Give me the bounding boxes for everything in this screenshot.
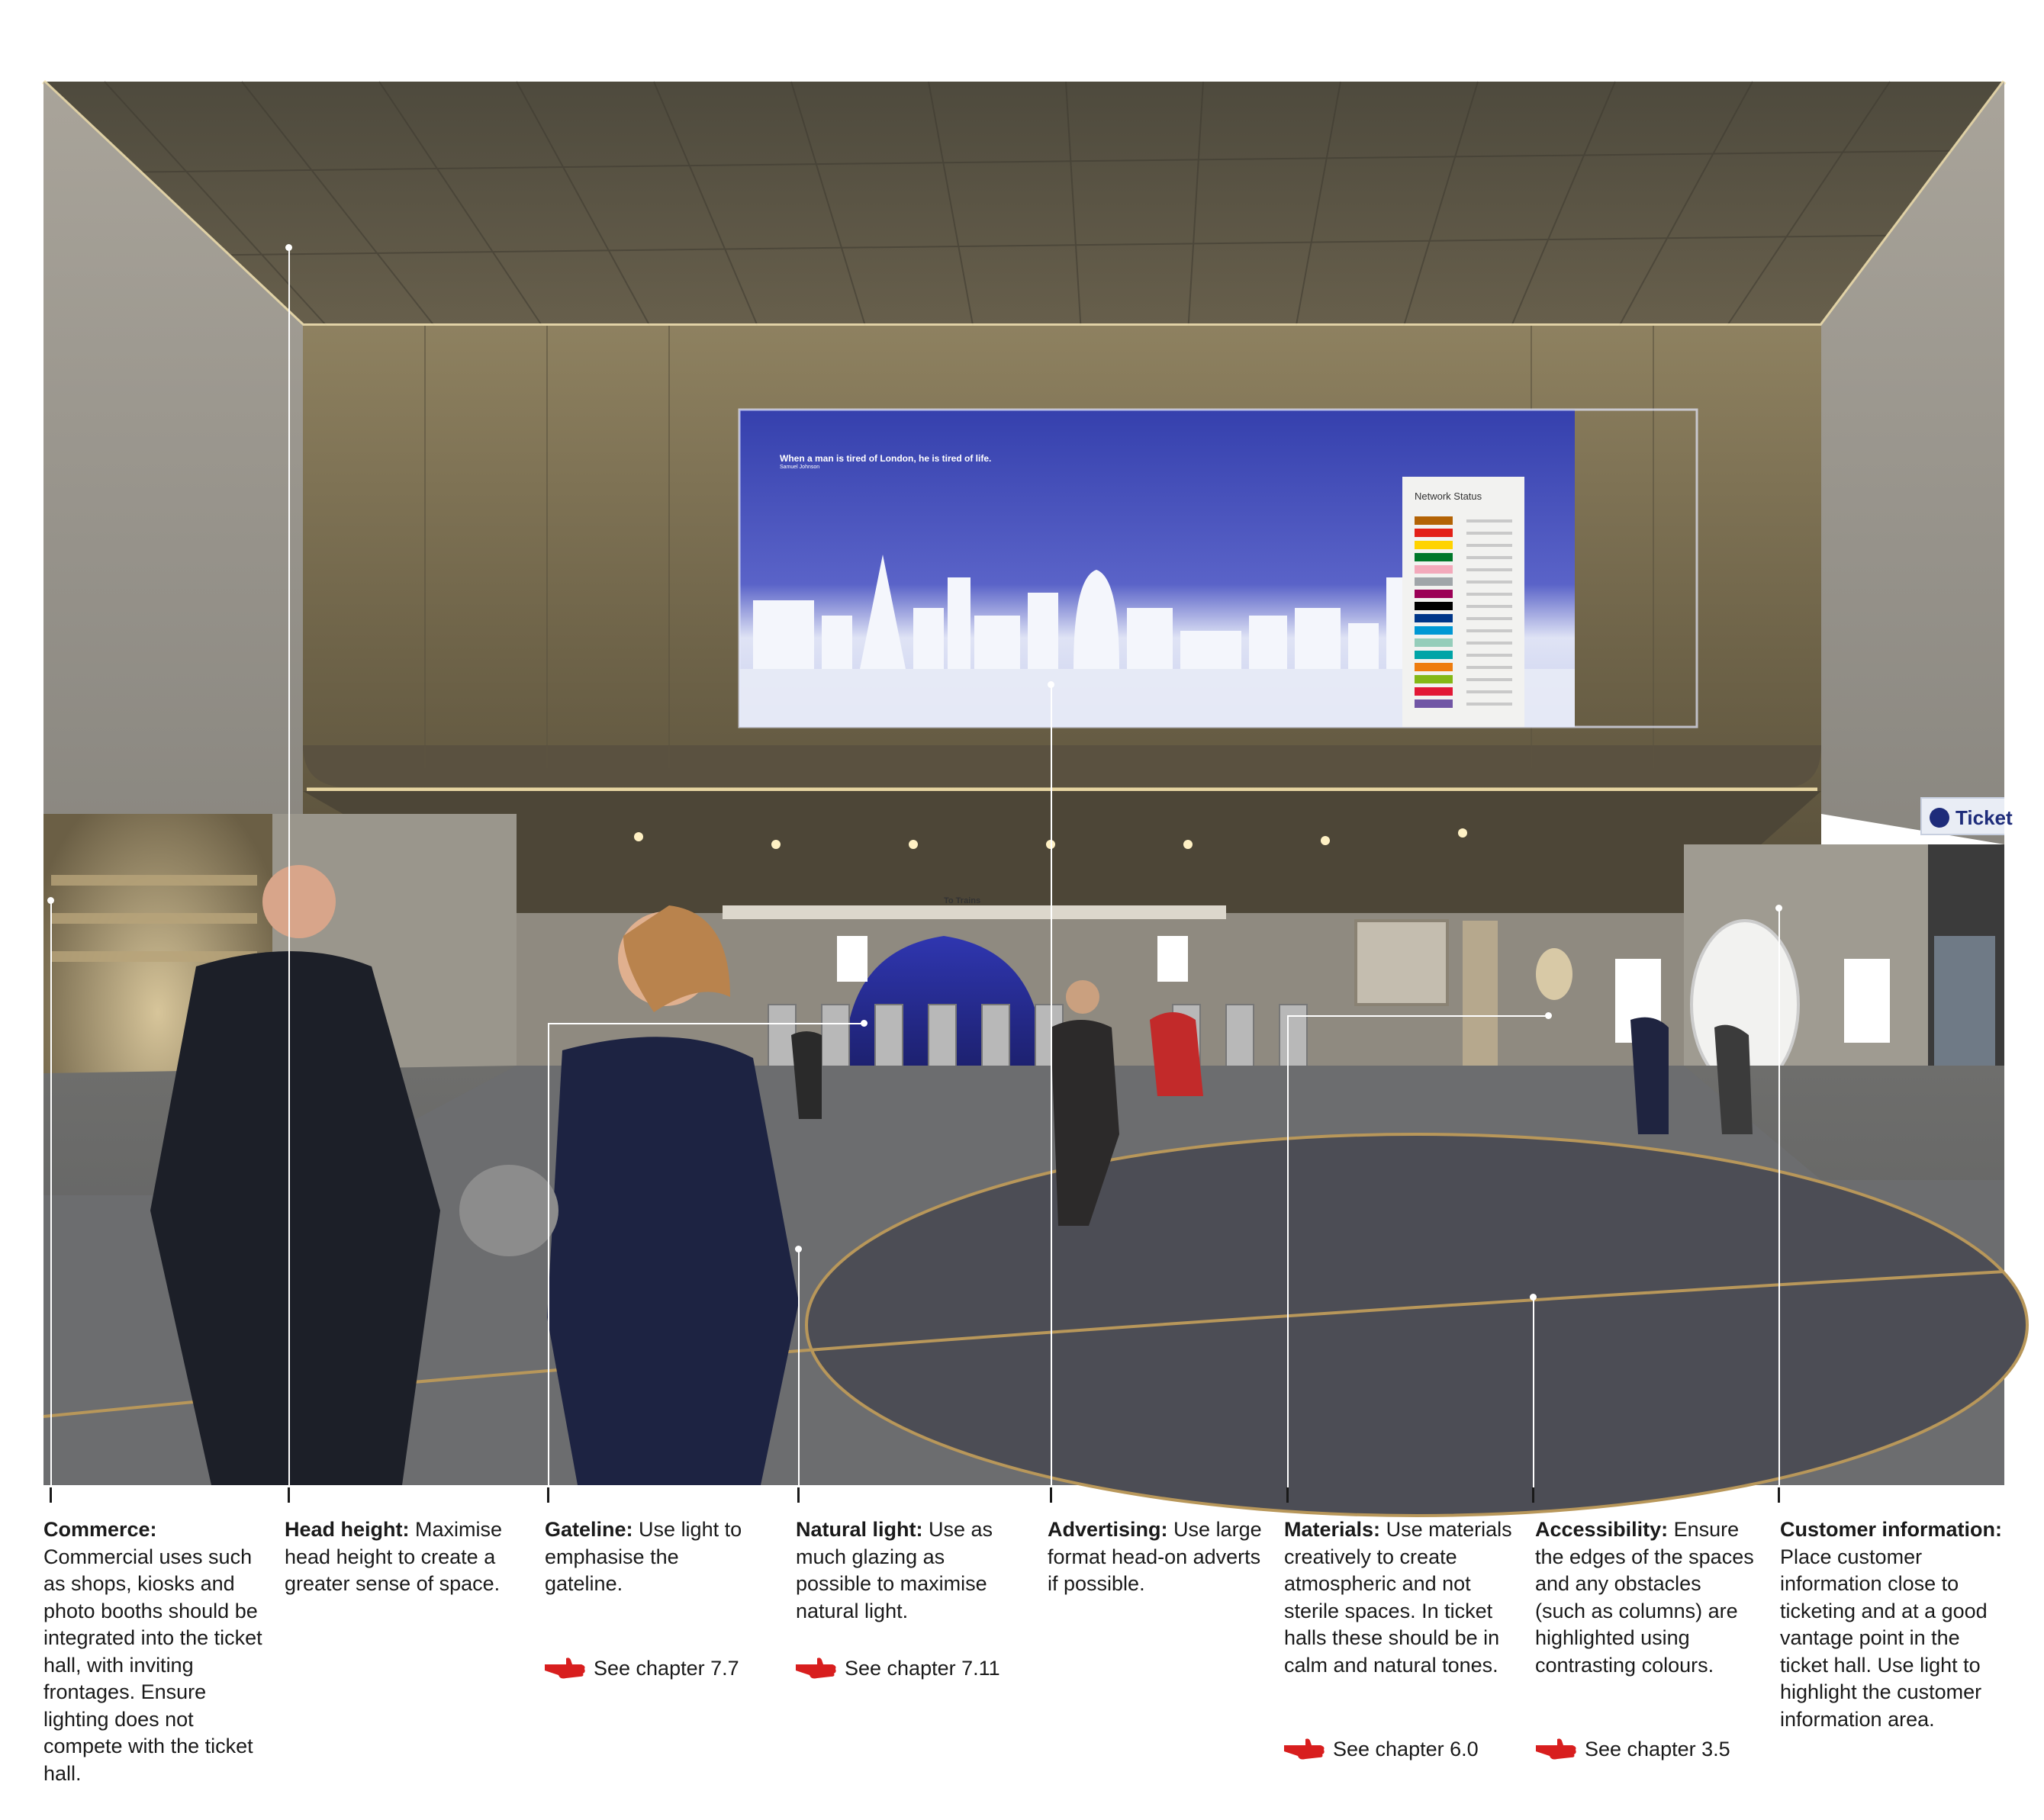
commerce-caption xyxy=(43,1516,265,1787)
customer-information-leader-line xyxy=(1778,908,1780,1487)
gateline-see-chapter-label: See chapter 7.7 xyxy=(594,1657,739,1680)
ticket-hall-illustration xyxy=(43,82,2004,1485)
commerce-leader-line xyxy=(50,900,52,1487)
advertising-body: Use large format head-on adverts if possible. xyxy=(1048,1518,1262,1595)
accessibility-title: Accessibility: xyxy=(1535,1518,1669,1541)
gateline-leader-line xyxy=(548,1023,549,1487)
status-line-text xyxy=(1466,605,1512,608)
accessibility-leader-dot xyxy=(1530,1294,1537,1301)
natural-light-see-chapter-label: See chapter 7.11 xyxy=(845,1657,1000,1680)
pointing-hand-icon xyxy=(1534,1735,1577,1762)
natural-light-tick xyxy=(797,1487,800,1503)
status-line-swatch xyxy=(1415,638,1453,647)
commerce-tick xyxy=(50,1487,52,1503)
status-line-text xyxy=(1466,556,1512,559)
ticket-icon xyxy=(1930,808,1949,828)
screen-attribution: Samuel Johnson xyxy=(780,465,820,470)
pointing-hand-icon xyxy=(794,1654,837,1681)
customer-information-title: Customer information: xyxy=(1780,1518,2003,1541)
materials-leader-dot xyxy=(1545,1012,1552,1019)
natural-light-leader-line xyxy=(798,1249,800,1487)
natural-light-body: Use as much glazing as possible to maximise natural light. xyxy=(796,1518,993,1622)
materials-leader-arm xyxy=(1287,1015,1548,1017)
materials-body: Use materials creatively to create atmospheric and not sterile spaces. In ticket halls these should be in calm and natural tones. xyxy=(1284,1518,1512,1677)
status-line-swatch xyxy=(1415,541,1453,549)
status-line-swatch xyxy=(1415,651,1453,659)
gateline-body: Use light to emphasise the gateline. xyxy=(545,1518,742,1595)
customer-information-leader-dot xyxy=(1775,905,1782,912)
head-height-title: Head height: xyxy=(285,1518,410,1541)
gateline-tick xyxy=(547,1487,549,1503)
status-line-text xyxy=(1466,703,1512,706)
materials-see-chapter-label: See chapter 6.0 xyxy=(1333,1738,1479,1761)
status-line-swatch xyxy=(1415,663,1453,671)
status-line-swatch xyxy=(1415,675,1453,683)
status-line-text xyxy=(1466,532,1512,535)
status-line-text xyxy=(1466,580,1512,584)
status-line-text xyxy=(1466,544,1512,547)
ticket-sign xyxy=(1920,797,2013,835)
gateline-caption xyxy=(545,1516,751,1598)
commerce-leader-dot xyxy=(47,897,54,904)
ticket-hall-rendering xyxy=(43,82,2013,1485)
status-line-swatch xyxy=(1415,602,1453,610)
to-trains-sign: To Trains xyxy=(944,896,981,905)
accessibility-see-chapter-label: See chapter 3.5 xyxy=(1585,1738,1730,1761)
status-line-text xyxy=(1466,666,1512,669)
screen-quote: When a man is tired of London, he is tired of life. xyxy=(780,453,992,464)
gateline-leader-arm xyxy=(548,1023,864,1024)
advertising-leader-line xyxy=(1051,684,1052,1487)
advertising-tick xyxy=(1050,1487,1052,1503)
customer-information-tick xyxy=(1778,1487,1780,1503)
materials-title: Materials: xyxy=(1284,1518,1381,1541)
natural-light-title: Natural light: xyxy=(796,1518,923,1541)
accessibility-caption xyxy=(1535,1516,1756,1679)
natural-light-see-chapter-link[interactable] xyxy=(845,1657,1000,1680)
gateline-see-chapter-link[interactable] xyxy=(594,1657,739,1680)
materials-caption xyxy=(1284,1516,1513,1679)
advertising-leader-dot xyxy=(1048,681,1054,688)
customer-information-caption xyxy=(1780,1516,2009,1733)
head-height-leader-dot xyxy=(285,244,292,251)
ticket-sign-label: Ticket xyxy=(1955,806,2013,829)
customer-information-body: Place customer information close to ticketing and at a good vantage point in the ticket hall. Use light to highlight the customer information area. xyxy=(1780,1545,1988,1731)
head-height-leader-line xyxy=(288,247,290,1487)
status-line-swatch xyxy=(1415,626,1453,635)
accessibility-tick xyxy=(1532,1487,1534,1503)
status-line-swatch xyxy=(1415,577,1453,586)
gateline-title: Gateline: xyxy=(545,1518,633,1541)
status-line-text xyxy=(1466,568,1512,571)
status-line-swatch xyxy=(1415,687,1453,696)
commerce-body: Commercial uses such as shops, kiosks and photo booths should be integrated into the ticket hall, with inviting frontages. Ensure lighting does not compete with the ticket hall. xyxy=(43,1545,262,1785)
status-line-swatch xyxy=(1415,553,1453,561)
status-line-swatch xyxy=(1415,590,1453,598)
status-line-text xyxy=(1466,678,1512,681)
status-line-swatch xyxy=(1415,614,1453,622)
advertising-title: Advertising: xyxy=(1048,1518,1168,1541)
status-line-swatch xyxy=(1415,516,1453,525)
status-line-text xyxy=(1466,629,1512,632)
accessibility-see-chapter-link[interactable] xyxy=(1585,1738,1730,1761)
accessibility-leader-line xyxy=(1533,1297,1534,1487)
materials-tick xyxy=(1286,1487,1289,1503)
status-line-text xyxy=(1466,690,1512,693)
materials-leader-line xyxy=(1287,1015,1289,1487)
status-line-swatch xyxy=(1415,565,1453,574)
status-line-swatch xyxy=(1415,529,1453,537)
status-line-text xyxy=(1466,642,1512,645)
status-line-text xyxy=(1466,519,1512,523)
status-line-swatch xyxy=(1415,699,1453,708)
network-status-panel xyxy=(1402,477,1524,727)
gateline-leader-dot xyxy=(861,1020,867,1027)
head-height-body: Maximise head height to create a greater sense of space. xyxy=(285,1518,503,1595)
head-height-tick xyxy=(288,1487,290,1503)
status-line-text xyxy=(1466,593,1512,596)
natural-light-leader-dot xyxy=(795,1246,802,1252)
pointing-hand-icon xyxy=(1283,1735,1325,1762)
status-line-text xyxy=(1466,617,1512,620)
pointing-hand-icon xyxy=(543,1654,586,1681)
accessibility-body: Ensure the edges of the spaces and any obstacles (such as columns) are highlighted using contrasting colours. xyxy=(1535,1518,1754,1677)
status-line-text xyxy=(1466,654,1512,657)
advertising-caption xyxy=(1048,1516,1276,1598)
network-status-title: Network Status xyxy=(1415,490,1482,502)
head-height-caption xyxy=(285,1516,521,1598)
materials-see-chapter-link[interactable] xyxy=(1333,1738,1479,1761)
commerce-title: Commerce: xyxy=(43,1518,157,1541)
natural-light-caption xyxy=(796,1516,1017,1625)
